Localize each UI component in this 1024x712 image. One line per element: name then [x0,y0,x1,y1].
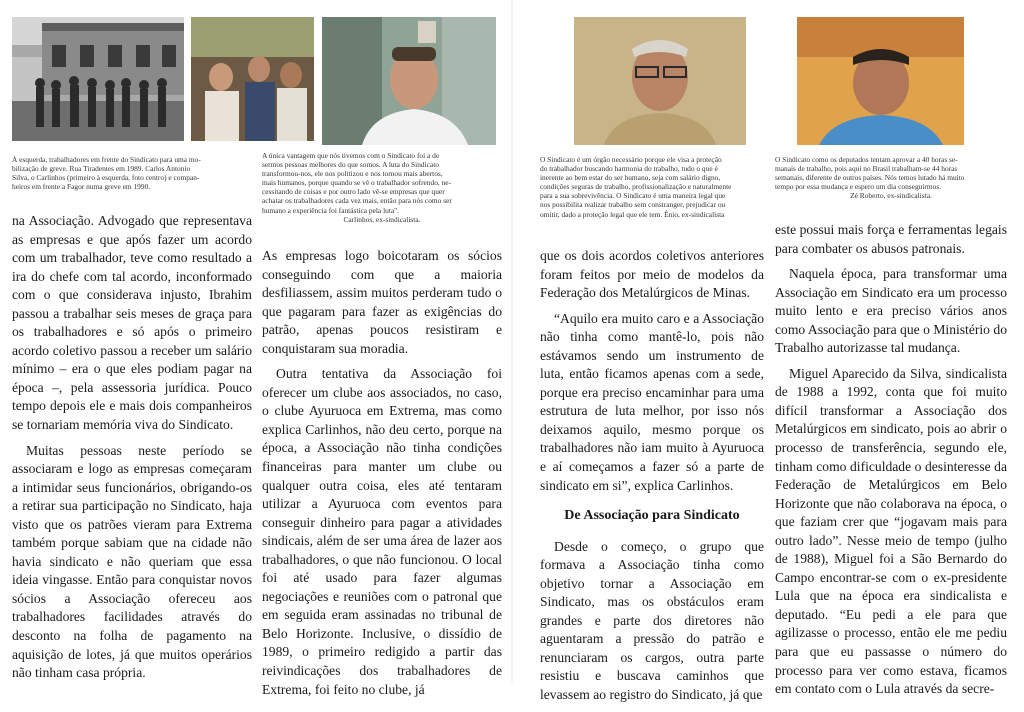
caption-line: condições seguras de trabalho, profissionalização e naturalmente [540,182,732,192]
caption-line: transformou-nos, ele nos politizou e nos tornou mais abertos, [262,169,443,179]
caption-line: bilização de greve. Rua Tiradentes em 1989. Carlos Antonio [12,164,191,174]
paragraph: este possui mais força e ferramentas legais para combater os abusos patronais. [775,222,1007,256]
page-gutter [511,0,513,683]
text-column-2 [262,247,502,706]
caption-enio [540,155,770,219]
caption-signature: Carlinhos, ex-sindicalista. [343,214,421,224]
paragraph: Naquela época, para transformar uma Associação em Sindicato era um processo muito lento e era preciso vários anos como Associação para que o Ministério do Trabalho autorizasse tal mudança. [775,266,1007,356]
caption-line: O Sindicato como os deputados tentam aprovar a 40 horas se- [775,155,958,164]
caption-line: O Sindicato é um órgão necessário porque ele visa a proteção [540,155,722,164]
text-column-3 [540,247,764,712]
section-heading: De Associação para Sindicato [564,508,740,524]
caption-line: sermos pessoas melhores do que somos. A luta do Sindicato [262,160,439,170]
paragraph: Muitas pessoas neste período se associaram e logo as empresas começaram a intimidar seus funcionários, obrigando-os a retirar sua participação no Sindicato, haja visto que os patrões vieram para Extrema também porque sabiam que na cidade não havia sindicato e não queriam que essa ideia vingasse. Então para conquistar novos sócios a Associação ofereceu aos trabalhadores facilidades através do desconto na folha de pagamento na aquisição de lotes, já que muitos operários não tinham casa própria. [12,442,252,681]
caption-line: A única vantagem que nós tivemos com o Sindicato foi a de [262,151,440,160]
caption-line: achatar os trabalhadores cada vez mais, então para nós como ser [262,196,452,206]
paragraph: Outra tentativa da Associação foi oferecer um clube aos associados, no caso, o clube Ayuruoca em Extrema, mas como explica Carlinhos, não deu certo, porque na época, a Associação não tinha condições financeiras para manter um clube ou qualquer outra coisa, eles até tentaram utilizar a Ayuruoca com eventos para conseguir dinheiro para pagar a atividades sindicais, além de ser uma área de lazer aos trabalhadores, o que não funcionou. O local foi até usado para fazer algumas negociações e reuniões com o patronal que em seguida eram assinadas no tribunal de Belo Horizonte. Inclusive, o dissídio de 1989, o primeiro redigido a partir das reivindicações dos trabalhadores de Extrema, foi feito no clube, já [262,366,502,697]
paragraph: As empresas logo boicotaram os sócios conseguindo com que a maioria desfiliassem, assim muitos perderam tudo o que pagaram para fazer as exigências do patrão, apenas poucos resistiram e conquistaram sua moradia. [262,248,502,356]
paragraph: “Aquilo era muito caro e a Associação não tinha como mantê-lo, pois não estávamos sendo um instrumento de luta, então ficamos apenas com a sede, porque era preciso encaminhar para uma estrutura de luta melhor, por isso nós deixamos aquilo, mesmo porque os trabalhadores não iam muito à Ayuruoca e aí começamos a fazer só a parte de sindicato em si”, explica Carlinhos. [540,310,764,493]
caption-signature: Zé Roberto, ex-sindicalista. [850,191,932,201]
text-column-1 [12,212,252,690]
caption-line: mais humanos, porque quando se vê o trabalhador sofrendo, ne- [262,178,452,188]
photo-strike-crowd [191,17,314,141]
paragraph: Desde o começo, o grupo que formava a Associação tinha como objetivo tornar a Associação em Sindicato, mas os obstáculos eram grandes e parte dos diretores não aguentaram a pressão do patrão e renunciaram os cargos, outra parte resistiu e buscava caminhos que levassem ao registro do Sindicato, já que [540,538,764,703]
paragraph: na Associação. Advogado que representava as empresas e que após fazer um acordo com um trabalhador, teve como resultado a ira do chefe com tal acordo, inconformado com o que considerava injusto, Ibrahim passou a trabalhar seis meses de graça para os trabalhadores e só após o primeiro acordo coletivo passou a receber um salário mínimo – era o que eles podiam pagar na época –, pela assessoria jurídica. Pouco tempo depois ele e mais dois companheiros se tornariam memória viva do Sindicato. [12,213,252,433]
photo-carlinhos [322,17,496,145]
paragraph: Miguel Aparecido da Silva, sindicalista de 1988 a 1992, conta que foi muito difícil transformar a Associação dos Metalúrgicos em sindicato, pois ao abrir o processo de transferência, segundo ele, tinham como dificuldade o desinteresse da Federação de Metalúrgicos em Belo Horizonte que não colaborava na época, o que faziam crer que “jogavam mais para outro lado”. Nesse meio de tempo (julho de 1988), Miguel foi a São Bernardo do Campo encontrar-se com o ex-presidente Lula que na época era sindicalista e deputado. “Eu pedi a ele para que agilizasse o processo, então ele me pediu para que eu passasse o número do processo para ver como estava, ficamos em contato com o Lula através da secre- [775,365,1007,697]
caption-strike-photos [12,155,252,191]
caption-line: nos possibilita realizar trabalho sem constranger, prejudicar ou [540,200,726,210]
caption-line: do trabalhador buscando harmonia do trabalho, tudo o que é [540,164,718,174]
caption-line: semanais, diferente de outros países. Nós temos lutado há muito [775,173,965,183]
caption-line: cessitando de coisas e por outro lado vê-se empresas que quer [262,187,445,197]
photo-ze-roberto [797,17,964,145]
photo-union-building [12,17,184,141]
caption-line: manais de trabalho, pois aqui no Brasil trabalham-se 44 horas [775,164,958,174]
caption-line: para a sua sobrevivência. O Sindicato é uma maneira legal que [540,191,726,201]
caption-line: À esquerda, trabalhadores em frente do Sindicato para uma mo- [12,155,201,164]
text-column-4 [775,221,1007,706]
photo-enio [574,17,746,145]
caption-line: heiros em frente a Fagor numa greve em 1990. [12,182,151,192]
caption-line: tempo por essa mudança e espero um dia conseguirmos. [775,182,942,192]
caption-line: Silva, o Carlinhos (primeiro à esquerda, foto centro) e compan- [12,173,200,183]
caption-carlinhos [262,151,502,224]
caption-line: omitir, dado a proteção legal que ele tem. Ênio, ex-sindicalista [540,209,725,219]
paragraph: que os dois acordos coletivos anteriores foram feitos por meio de modelos da Federação dos Metalúrgicos de Minas. [540,248,764,301]
caption-ze-roberto [775,155,1007,200]
caption-line: humano a experiência foi fantástica pela luta". [262,205,400,215]
caption-line: inerente ao bem estar do ser humano, seja com salário digno, [540,173,721,183]
